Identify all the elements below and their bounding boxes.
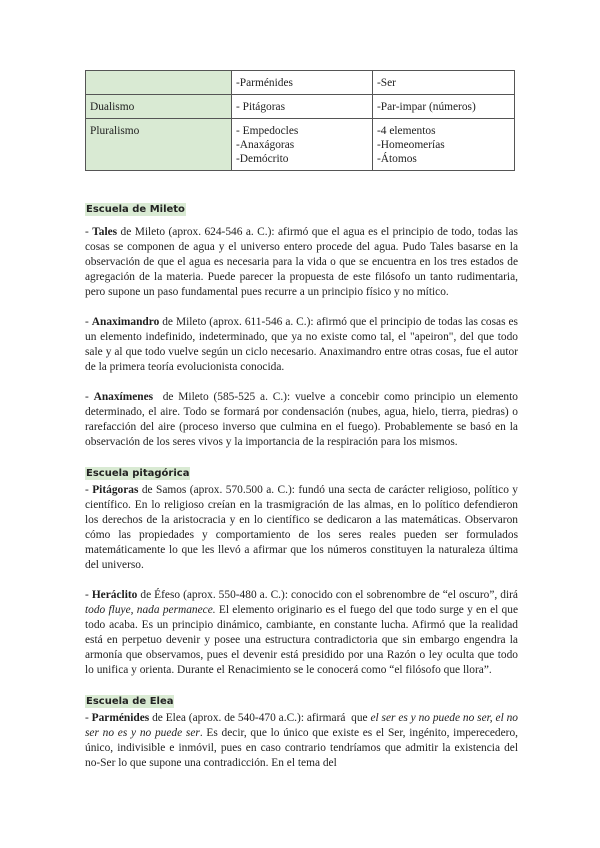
prefix: - (85, 226, 93, 238)
paragraph-heraclito (85, 588, 518, 678)
table-cell: -Ser (373, 71, 515, 95)
quote-italic: todo fluye, nada permanece. (85, 604, 216, 616)
philosopher-name: Parménides (91, 712, 150, 724)
table-cell: -Par-impar (números) (373, 95, 515, 119)
section-pitagorica (85, 466, 518, 678)
philosopher-name: Tales (92, 226, 118, 238)
section-elea (85, 694, 518, 771)
philosopher-name: Heráclito (91, 589, 138, 601)
prefix: - (85, 316, 92, 328)
prefix: - (85, 391, 94, 403)
table-cell: Pluralismo (86, 119, 232, 171)
paragraph-text: de Elea (aprox. de 540-470 a.C.): afirmará que (149, 712, 371, 724)
summary-table (85, 70, 515, 171)
philosopher-name: Anaxímenes (93, 391, 154, 403)
philosopher-name: Anaximandro (91, 316, 160, 328)
table-cell: - Empedocles -Anaxágoras -Demócrito (232, 119, 373, 171)
paragraph-anaximenes (85, 390, 521, 450)
section-mileto (85, 202, 521, 450)
paragraph-parmenides (85, 711, 518, 771)
table-row (86, 71, 515, 95)
quote-italic: el ser es y no puede no ser, el no ser no es y no puede ser (85, 712, 518, 739)
table-row (86, 95, 515, 119)
table-row (86, 119, 515, 171)
prefix: - (85, 589, 92, 601)
paragraph-text: de Mileto (585-525 a. C.): vuelve a concebir como principio un elemento determinado, el aire. Todo se formará por condensación (nubes, agua, hielo, tierra, piedras) o rarefacción del aire (proceso inverso que culmina en el fuego). Probablemente se basó en la observación de los seres vivos y la importancia de la respiración para los mismos. (85, 391, 521, 448)
paragraph-text: . Es decir, que lo único que existe es el Ser, ingénito, imperecedero, único, indivisible e inmóvil, pues en caso contrario tendríamos que admitir la existencia del no-Ser lo que supone una contradicción. En el tema del (85, 727, 519, 769)
paragraph-anaximandro (85, 315, 518, 375)
table-cell: Dualismo (86, 95, 232, 119)
philosopher-name: Pitágoras (92, 484, 139, 496)
section-heading: Escuela de Mileto (86, 204, 185, 215)
paragraph-text: de Samos (aprox. 570.500 a. C.): fundó una secta de carácter religioso, político y científico. En lo religioso creían en la trasmigración de las almas, en lo político defendieron los derechos de la aristocracia y en lo científico se dedicaron a las matemáticas. Observaron cómo las propiedades y comportamiento de los seres reales pueden ser formulados matemáticamente lo que les llevó a afirmar que los números constituyen la naturaleza última del universo. (85, 484, 518, 571)
document-body (85, 202, 521, 787)
section-heading: Escuela pitagórica (86, 468, 190, 479)
section-heading: Escuela de Elea (86, 696, 174, 707)
paragraph-text: El elemento originario es el fuego del que todo surge y en el que todo acaba. Es un principio dinámico, cambiante, en constante lucha. Afirmó que la realidad está en perpetuo devenir y posee una estructura contradictoria que sin embargo engendra la armonía que observamos, pues el devenir está presidido por una Razón o ley oculta que todo lo unifica y orienta. Durante el Renacimiento se le conocerá como “el filósofo que llora”. (85, 604, 518, 676)
table-cell: - Pitágoras (232, 95, 373, 119)
paragraph-text: de Éfeso (aprox. 550-480 a. C.): conocido con el sobrenombre de “el oscuro”, dirá (137, 589, 518, 601)
paragraph-tales (85, 225, 518, 300)
prefix: - (85, 484, 93, 496)
table-cell: -4 elementos -Homeomerías -Átomos (373, 119, 515, 171)
table-cell: -Parménides (232, 71, 373, 95)
paragraph-text: de Mileto (aprox. 624-546 a. C.): afirmó que el agua es el principio de todo, todas las cosas se componen de agua y el universo entero procede del agua. Pudo Tales basarse en la observación de que el agua es necesaria para la vida o que se encuentra en los tres estados de agregación de la materia. Puede parecer la propuesta de este filósofo un tanto rudimentaria, pero supone un paso fundamental pues recurre a un principio físico y no mítico. (85, 226, 518, 298)
table-cell (86, 71, 232, 95)
paragraph-pitagoras (85, 483, 518, 573)
paragraph-text: de Mileto (aprox. 611-546 a. C.): afirmó que el principio de todas las cosas es un elemento indefinido, indeterminado, que ya no existe como tal, el "apeiron", del que todo sale y al que todo vuelve según un ciclo necesario. Anaximandro entre otras cosas, fue el autor de la primera teoría evolucionista conocida. (85, 316, 518, 373)
prefix: - (85, 712, 92, 724)
